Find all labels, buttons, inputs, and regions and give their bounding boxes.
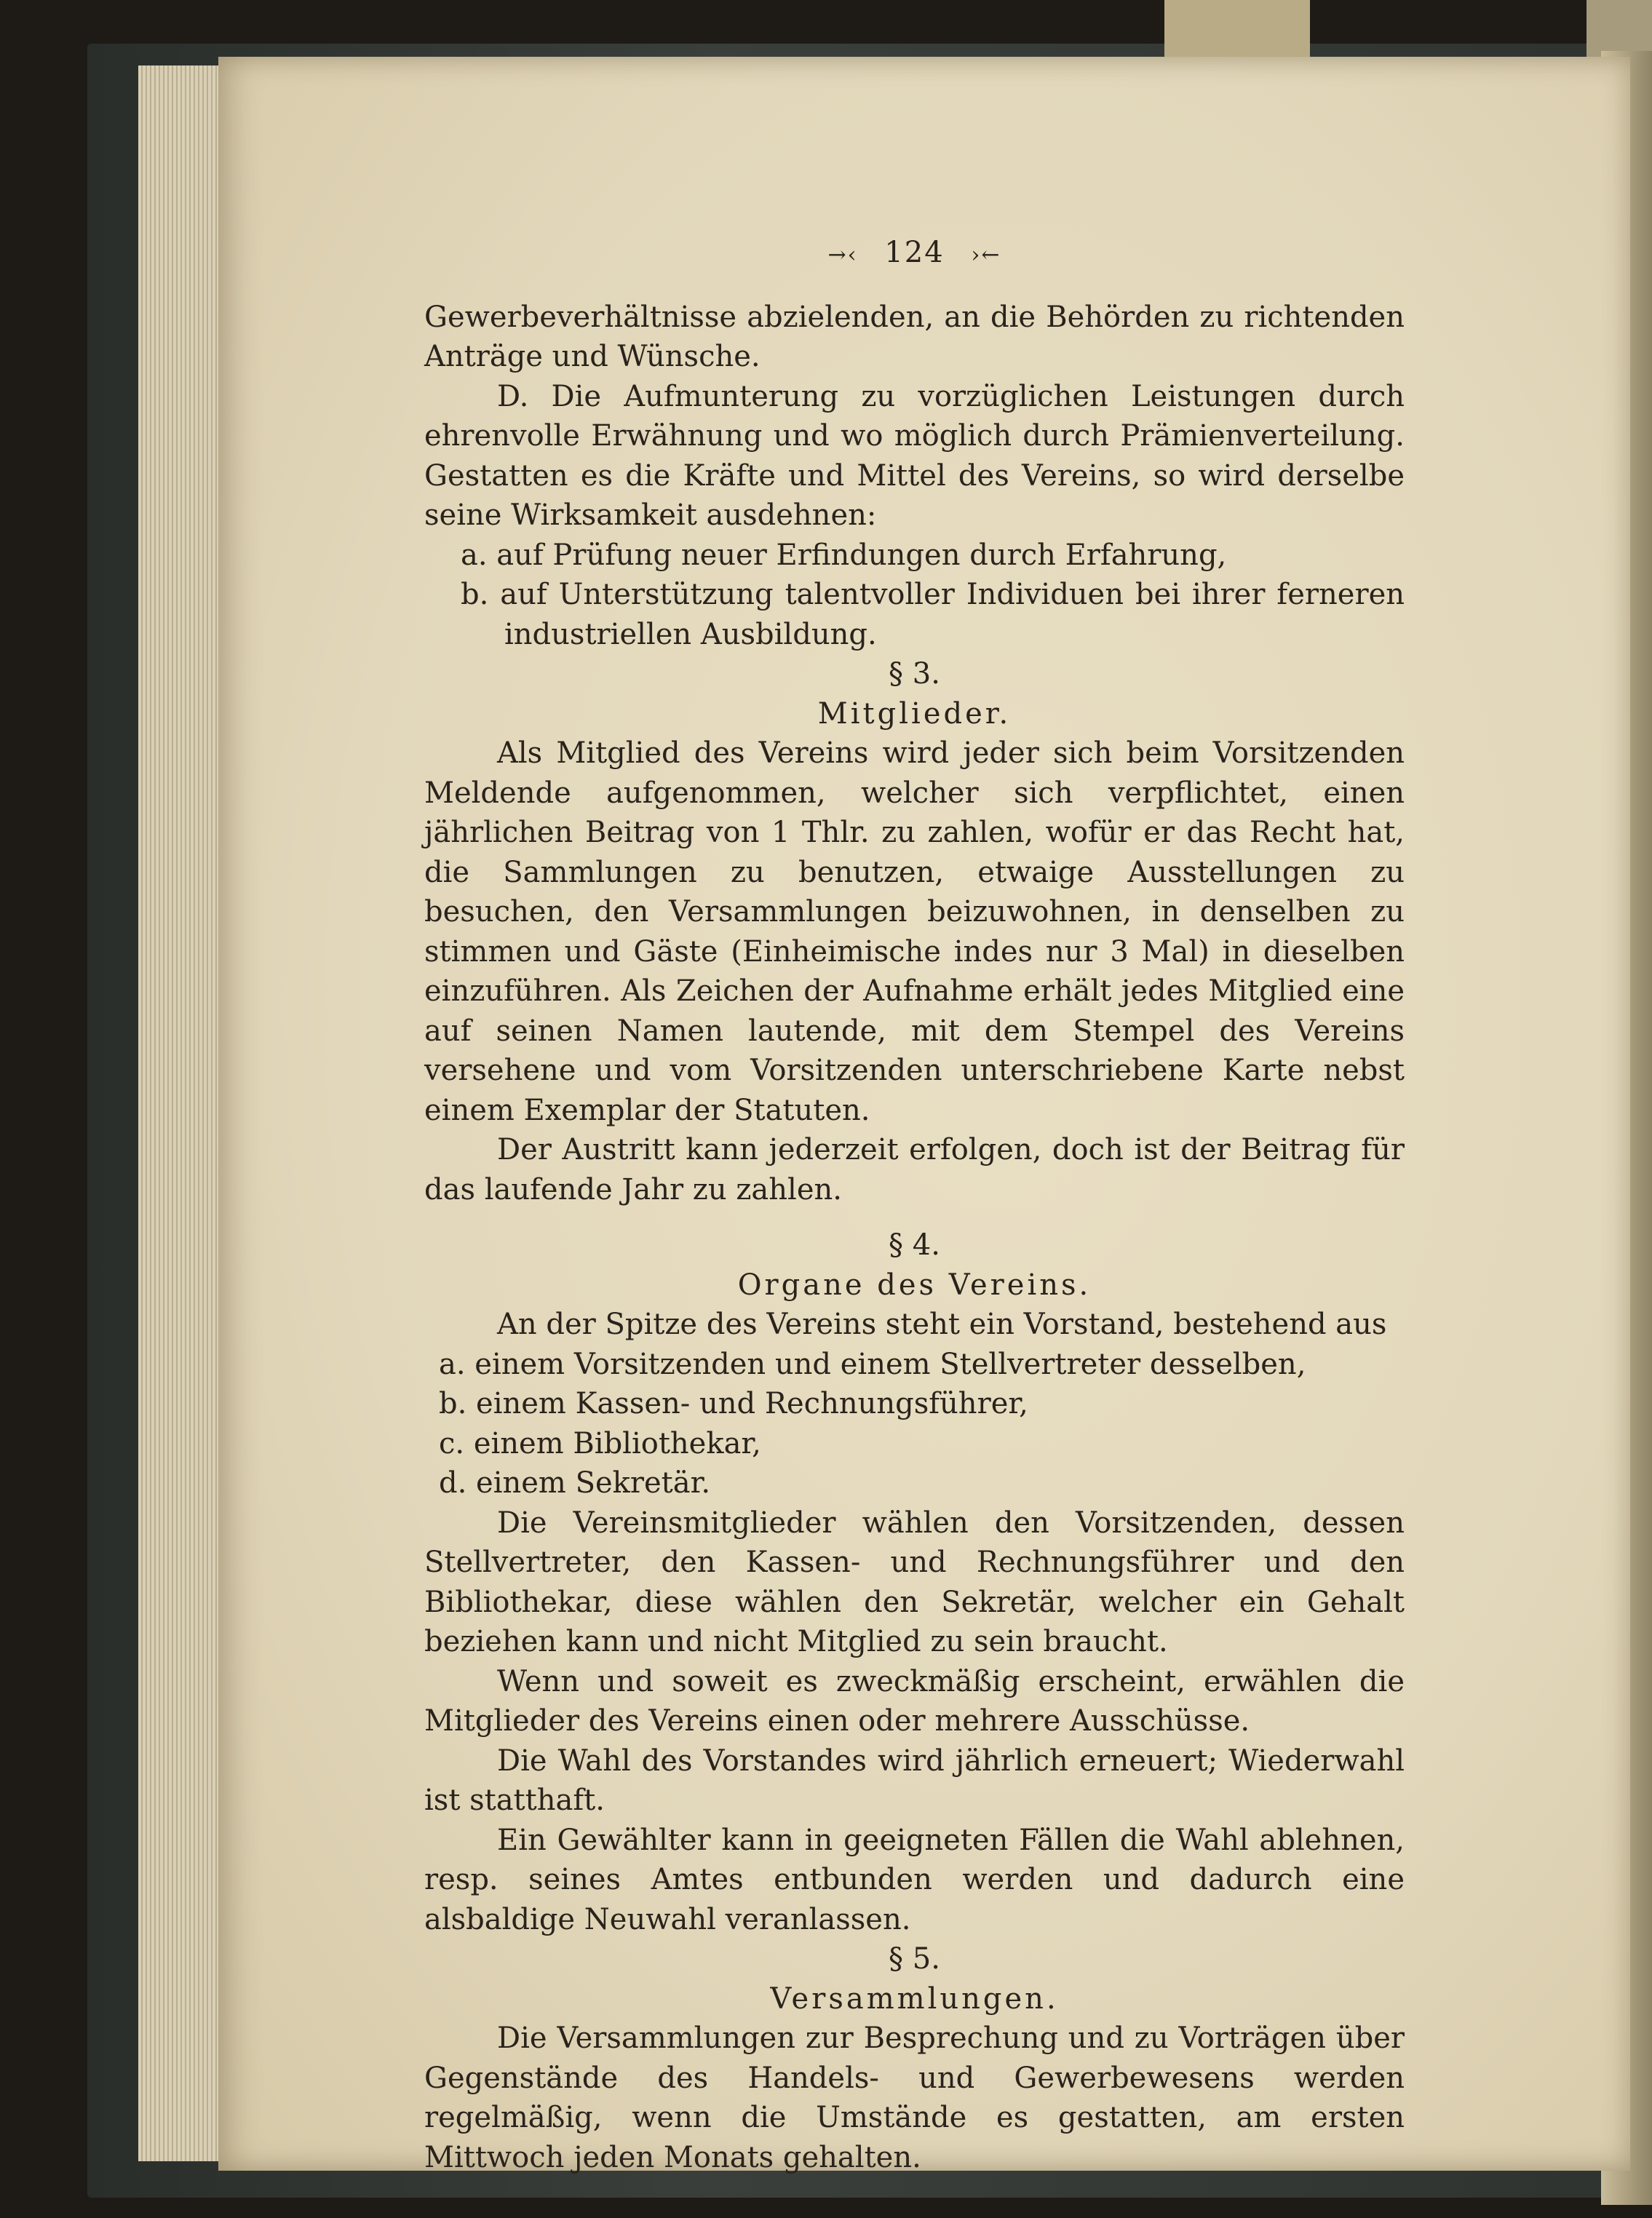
section-title: Mitglieder. (817, 696, 1012, 731)
paragraph: Als Mitglied des Vereins wird jeder sich beim Vorsitzenden Meldende aufgenommen, welcher sich verpflichtet, einen jährlichen Beitrag von 1 Thlr. zu zahlen, wofür er das Recht hat, die Sammlungen zu benutzen, etwaige Ausstellungen zu besuchen, den Versammlungen beizuwohnen, in denselben zu stimmen und Gäste (Einheimische indes nur 3 Mal) in dieselben einzuführen. Als Zeichen der Aufnahme erhält jedes Mitglied eine auf seinen Namen lautende, mit dem Stempel des Vereins versehene und vom Vorsitzenden unterschriebene Karte nebst einem Exemplar der Statuten. (424, 736, 1405, 1127)
ornament-right: ›← (971, 242, 1001, 268)
section-number: § 4. (889, 1228, 940, 1262)
paragraph: Gewerbeverhältnisse abzielenden, an die Behörden zu richtenden Anträge und Wünsche. (424, 300, 1405, 373)
paragraph: Der Austritt kann jederzeit erfolgen, doch ist der Beitrag für das laufende Jahr zu zahlen. (424, 1133, 1405, 1207)
section-title: Versammlungen. (770, 1982, 1059, 2016)
section-number: § 5. (889, 1942, 940, 1976)
list-item: b. einem Kassen- und Rechnungsführer, (439, 1387, 1028, 1420)
page-number: 124 (884, 236, 945, 269)
paragraph: D. Die Aufmunterung zu vorzüglichen Leistungen durch ehrenvolle Erwähnung und wo möglich durch Prämienverteilung. Gestatten es die Kräfte und Mittel des Vereins, so wird derselbe seine Wirksamkeit ausdehnen: (424, 379, 1405, 532)
page-text (424, 233, 1405, 2177)
section-number: § 3. (889, 657, 940, 691)
list-item: a. auf Prüfung neuer Erfindungen durch Erfahrung, (461, 538, 1227, 572)
list-item: a. einem Vorsitzenden und einem Stellvertreter desselben, (439, 1347, 1306, 1381)
section-title: Organe des Vereins. (737, 1268, 1092, 1302)
bookmark-tab (1164, 0, 1310, 58)
list-item: d. einem Sekretär. (439, 1466, 711, 1500)
paragraph: Ein Gewählter kann in geeigneten Fällen die Wahl ablehnen, resp. seines Amtes entbunden werden und dadurch eine alsbaldige Neuwahl veranlassen. (424, 1823, 1405, 1936)
paragraph: Die Wahl des Vorstandes wird jährlich erneuert; Wiederwahl ist statthaft. (424, 1744, 1405, 1817)
paragraph: Wenn und soweit es zweckmäßig erscheint, erwählen die Mitglieder des Vereins einen oder mehrere Ausschüsse. (424, 1664, 1405, 1738)
paragraph: Die Vereinsmitglieder wählen den Vorsitzenden, dessen Stellvertreter, den Kassen- und Rechnungsführer und den Bibliothekar, diese wählen den Sekretär, welcher ein Gehalt beziehen kann und nicht Mitglied zu sein braucht. (424, 1506, 1405, 1658)
list-item: b. auf Unterstützung talentvoller Individuen bei ihrer ferneren industriellen Ausbildung. (461, 578, 1405, 651)
ornament-left: →‹ (827, 242, 858, 268)
page-header (424, 233, 1405, 276)
paragraph: Die Versammlungen zur Besprechung und zu Vorträgen über Gegenstände des Handels- und Gewerbewesens werden regelmäßig, wenn die Umstände es gestatten, am ersten Mittwoch jeden Monats gehalten. (424, 2022, 1405, 2174)
list-item: c. einem Bibliothekar, (439, 1426, 761, 1460)
paragraph: An der Spitze des Vereins steht ein Vorstand, bestehend aus (497, 1308, 1387, 1341)
